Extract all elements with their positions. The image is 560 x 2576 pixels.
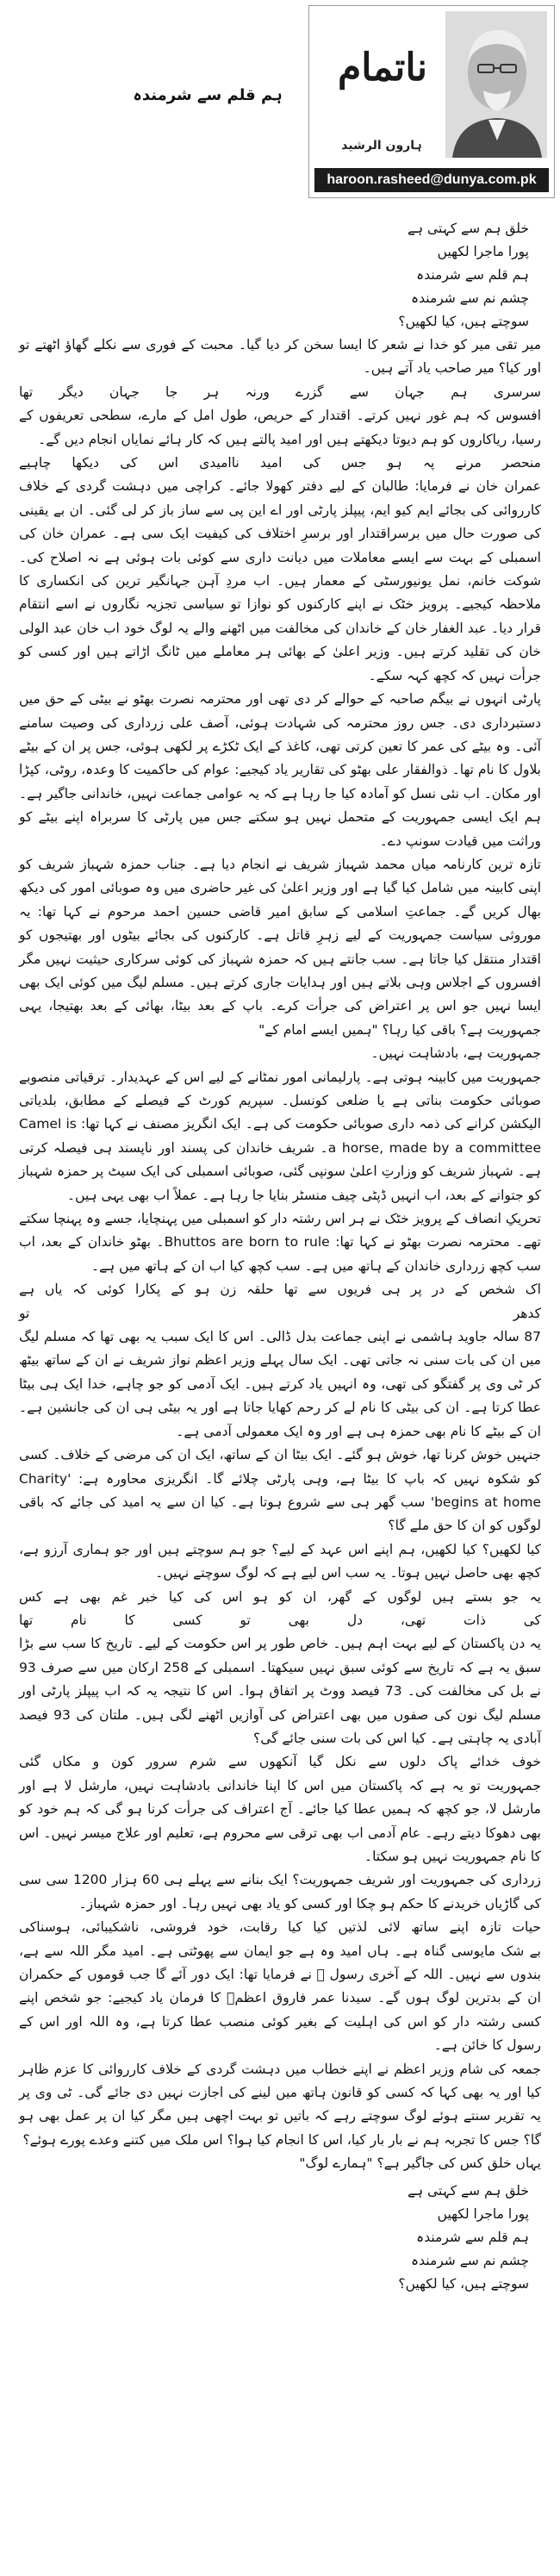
paragraph: تحریکِ انصاف کے پرویز خٹک نے ہر اس رشتہ دار کو اسمبلی میں پہنچایا، جسے وہ پہنچا سکتے تھے۔ محترمہ نصرت بھٹو نے کہا تھا: Bhuttos are born to rule۔ بھٹو خاندان کے بعد، اب سب کچھ زرداری خاندان کے ہاتھ میں ہے۔ سب کچھ کیا اب ان کے ہاتھ میں ہے۔ (19, 1211, 541, 1274)
paragraph: تازہ ترین کارنامہ میاں محمد شہباز شریف نے انجام دیا ہے۔ جناب حمزہ شہباز شریف کو اپنی کابینہ میں شامل کیا گیا ہے اور وزیر اعلیٰ کی غیر حاضری میں وہ صوبائی امور کی دیکھ بھال کریں گے۔ جماعتِ اسلامی کے سابق امیر قاضی حسین احمد مرحوم نے کہا تھا: یہ موروثی سیاست جمہوریت کے لیے زہرِ قاتل ہے۔ کارکنوں کی بجائے بیٹوں اور بھتیجوں کو اقتدار منتقل کیا جاتا ہے۔ سب جانتے ہیں کہ حمزہ شہباز کی کوئی سرکاری حیثیت نہیں مگر افسروں کے اجلاس وہی بلاتے ہیں اور ہدایات جاری کرتے ہیں۔ مسلم لیگ میں کوئی ایک بھی ایسا نہیں جو اس پر اعتراض کی جرأت کرے۔ باپ کے بعد بیٹا، بھائی کے بعد بھتیجا، یہی جمہوریت ہے؟ باقی کیا رہا؟ "ہمیں ایسے امام کے" (19, 856, 541, 1038)
masthead (308, 5, 555, 198)
paragraph: جمہوریت ہے، بادشاہت نہیں۔ (370, 1045, 541, 1062)
column-name: ناتمام (338, 46, 427, 90)
closing-verse (19, 2180, 541, 2296)
couplet: اک شخص کے در پر ہی فریوں سے تھا حلقہ زن ہو کے پکارا کوئی کہ یاں ہے کدھر تو (19, 1282, 541, 1321)
author-name: ہارون الرشید (341, 139, 422, 153)
paragraph: افسوس کہ ہم غور نہیں کرتے۔ اقتدار کے حریص، طول امل کے مارے، سطحی تعریفوں کے رسیا، ریاکاروں کو ہم دیوتا دیکھتے ہیں اور امید پالتے ہیں کہ کار ہائے نمایاں انجام دیں گے۔ (19, 408, 541, 447)
paragraph: یہ دن پاکستان کے لیے بہت اہم ہیں۔ خاص طور پر اس حکومت کے لیے۔ تاریخ کا سب سے بڑا سبق یہ ہے کہ تاریخ سے کوئی سبق نہیں سیکھتا۔ اسمبلی کے 258 ارکان میں سے صرف 93 نے بل کی مخالفت کی۔ 73 فیصد ووٹ پر اتفاق ہوا۔ اس کا نتیجہ یہ کہ اب پیپلز پارٹی اور مسلم لیگ نون کی صفوں میں بھی اعتراض کی آوازیں اٹھنے لگی ہیں۔ ملتان کی 93 فیصد آبادی یہ چاہتی ہے۔ کیا اس کی بات سنی جائے گی؟ (19, 1636, 542, 1746)
paragraph: یہاں خلق کس کی جاگیر ہے؟ "ہمارے لوگ" (299, 2155, 541, 2172)
opening-verse (19, 217, 541, 334)
column-title: ہم قلم سے شرمندہ (133, 86, 283, 104)
article-body (19, 217, 541, 2296)
verse-line: پورا ماجرا لکھیں (437, 244, 529, 259)
paragraph: زرداری کی جمہوریت اور شریف جمہوریت؟ ایک بنانے سے پہلے ہی 60 ہزار 1200 سی سی کی گاڑیاں خریدنے کا حکم ہو چکا اور کسی کو یاد بھی نہیں رہا۔ اور حمزہ شہباز۔ (19, 1872, 542, 1912)
verse-line: چشم نم سے شرمندہ (411, 290, 529, 306)
paragraph: بے شک مایوسی گناہ ہے۔ ہاں امید وہ ہے جو ایمان سے پھوٹتی ہے۔ امید مگر اللہ سے ہے، بندوں سے نہیں۔ اللہ کے آخری رسول ﷺ نے فرمایا تھا: ایک دور آئے گا جب قوموں کے حکمران ان کے بدترین لوگ ہوں گے۔ سیدنا عمر فاروق اعظمؓ کا فرمان یاد کیجیے: جو شخص اپنے کسی رشتہ دار کو اس کی اہلیت کے بغیر کوئی منصب عطا کرتا ہے، وہ اللہ اور اس کے رسول کا خائن ہے۔ (19, 1943, 541, 2054)
author-email[interactable]: haroon.rasheed@dunya.com.pk (314, 168, 549, 192)
paragraph: جمہوریت میں کابینہ ہوتی ہے۔ پارلیمانی امور نمٹانے کے لیے اس کے عہدیدار۔ ترقیاتی منصوبے صوبائی حکومت بناتی ہے یا ضلعی کونسل۔ سپریم کورٹ کے فیصلے کے مطابق، بلدیاتی الیکشن کرانے کی ذمہ داری صوبائی حکومت کی ہے۔ ایک انگریز مصنف نے کہا تھا: Camel is a horse, made by a committee۔ شریف خاندان کی پسند اور ناپسند ہی فیصلہ کرتی ہے۔ شہباز شریف کو وزارتِ اعلیٰ سونپی گئی، صوبائی اسمبلی کی ایک سیٹ پر حمزہ شہباز کو جتوانے کے بعد، اب انہیں ڈپٹی چیف منسٹر بنایا جا رہا ہے۔ عملاً اب بھی یہی ہیں۔ (19, 1069, 541, 1203)
verse-line: خلق ہم سے کہتی ہے (407, 2182, 529, 2199)
verse-line: سوچتے ہیں، کیا لکھیں؟ (398, 2275, 529, 2292)
verse-line: ہم قلم سے شرمندہ (416, 267, 529, 283)
paragraph: پارٹی انہوں نے بیگم صاحبہ کے حوالے کر دی تھی اور محترمہ نصرت بھٹو نے بیٹی کے حق میں دستبرداری دی۔ جس روز محترمہ کی شہادت ہوئی، آصف علی زرداری کی وصیت سامنے آئی۔ وہ بیٹے کی عمر کا تعین کرتی تھی، کاغذ کے ایک ٹکڑے پر لکھی ہوئی، جس پر ان کے بیٹے بلاول کا نام تھا۔ ذوالفقار علی بھٹو کی تقاریر یاد کیجیے: عوام کی حاکمیت کا وعدہ، روٹی، کپڑا اور مکان۔ اب نئی نسل کو آمادہ کیا جا رہا ہے کہ یہ عوامی جماعت نہیں، خاندانی جاگیر ہے۔ ہم ایک ایسی جمہوریت کے متحمل نہیں ہو سکتے جس میں پارٹی کا سربراہ اپنے بیٹے کو وراثت میں قیادت سونپ دے۔ (19, 691, 541, 849)
verse-line: ہم قلم سے شرمندہ (416, 2229, 529, 2245)
couplet: حیات تازہ اپنے ساتھ لائی لذتیں کیا کیا رقابت، خود فروشی، ناشکیبائی، ہوسناکی (19, 1919, 541, 1936)
verse-line: خلق ہم سے کہتی ہے (407, 221, 529, 236)
paragraph: 87 سالہ جاوید ہاشمی نے اپنی جماعت بدل ڈالی۔ اس کا ایک سبب یہ بھی تھا کہ مسلم لیگ میں ان کی بات سنی نہ جاتی تھی۔ ایک سال پہلے وزیر اعظم نواز شریف نے ان کے ساتھ بیٹھ کر ٹی وی پر گفتگو کی تھی، وہ انہیں یاد کرتے ہیں۔ ایک آدمی کو جو چاہے، خدا ایک ہی بیٹا عطا کرتا ہے۔ ان کی بیٹی کا نام لے کر رحم کھایا جاتا ہے اور یہ بیٹی ہی ان کی جانشین ہے۔ ان کے بیٹے کا نام بھی حمزہ ہی ہے اور وہ ایک معمولی آدمی ہے۔ (19, 1329, 541, 1439)
paragraph: میر تقی میر کو خدا نے شعر کا ایسا سخن کر دیا گیا۔ محبت کے فوری سے نکلے گھاؤ اٹھتے تو اور کیا؟ میر صاحب یاد آتے ہیں۔ (19, 337, 541, 377)
author-portrait-icon (445, 11, 547, 158)
verse-line: سوچتے ہیں، کیا لکھیں؟ (398, 314, 529, 329)
couplet: خوف خدائے پاک دلوں سے نکل گیا آنکھوں سے شرم سرور کون و مکاں گئی (19, 1754, 541, 1770)
paragraph: عمران خان نے فرمایا: طالبان کے لیے دفتر کھولا جائے۔ کراچی میں دہشت گردی کے خلاف کارروائی کی بجائے ایم کیو ایم، پیپلز پارٹی اور اے این پی سے ساز باز کر لی گئی۔ ان بے یقینی کی صورت حال میں برسراقتدار اور برسرِ اختلاف کی کیفیت ایک سی ہے۔ عمران خان کی اسمبلی کے بہت سے ایسے معاملات میں دیانت داری سے کوئی بات ہوئی ہے نہ اصلاح کی۔ شوکت خانم، نمل یونیورسٹی کے معمار ہیں۔ اب مردِ آہن جہانگیر ترین کی انکساری کا ملاحظہ کیجیے۔ پرویز خٹک نے اپنے کارکنوں کو نوازا تو سیاسی تجزیہ نگاروں نے اسے انتقام قرار دیا۔ عبد الغفار خان کے خاندان کی مخالفت میں اٹھنے والے یہ لوگ خود اب خان عبد الولی خان کی تقلید کرتے ہیں۔ وزیر اعلیٰ کے بھائی ہر معاملے میں ٹانگ اڑاتے ہیں اور کسی کو جرأت نہیں کہ کچھ کہہ سکے۔ (19, 478, 541, 683)
paragraph: جمہوریت تو یہ ہے کہ پاکستان میں اس کا اپنا خاندانی بادشاہت نہیں، مارشل لا ہے اور مارشل لا، جو کچھ کہ ہمیں عطا کیا جائے۔ آج اعتراف کی جرأت کرنا ہو گی کہ ہم خود کو بھی دھوکا دیتے رہے۔ عام آدمی اب بھی ترقی سے محروم ہے، تعلیم اور علاج میسر نہیں۔ اس کا نام جمہوریت نہیں ہو سکتا۔ (19, 1777, 541, 1864)
paragraph: جنہیں خوش کرنا تھا، خوش ہو گئے۔ ایک بیٹا ان کے ساتھ، ایک ان کی مرضی کے خلاف۔ کسی کو شکوہ نہیں کہ باپ کا بیٹا ہے، وہی پارٹی چلائے گا۔ انگریزی محاورہ ہے: 'Charity begins at home' سب گھر ہی سے شروع ہوتا ہے۔ کیا ان سے یہ امید کی جائے کہ باقی لوگوں کو ان کا حق ملے گا؟ (19, 1447, 541, 1534)
paragraph: جمعہ کی شام وزیر اعظم نے اپنے خطاب میں دہشت گردی کے خلاف کارروائی کا عزم ظاہر کیا اور یہ بھی کہا کہ کسی کو قانون ہاتھ میں لینے کی اجازت نہیں دی جائے گی۔ ٹی وی پر یہ تقریر سنتے ہوئے لوگ سوچتے رہے کہ باتیں تو بہت اچھی ہیں مگر کیا ان پر عمل بھی ہو گا؟ جس کا تجربہ ہم نے بار بار کیا، اس کا انجام کیا ہوا؟ اس ملک میں کتنے وعدے پورے ہوئے؟ (19, 2061, 541, 2148)
couplet: منحصر مرنے پہ ہو جس کی امید ناامیدی اس کی دیکھا چاہیے (19, 455, 541, 471)
paragraph: کیا لکھیں؟ کیا لکھیں، ہم اپنے اس عہد کے لیے؟ جو ہم سوچتے ہیں اور جو ہماری آرزو ہے، کچھ بھی حاصل نہیں ہوتا۔ یہ سب اس لیے ہے کہ لوگ سوچتے نہیں۔ (19, 1541, 541, 1581)
verse-line: پورا ماجرا لکھیں (437, 2205, 529, 2222)
couplet: یہ جو بستے ہیں لوگوں کے گھر، ان کو ہو اس کی کیا خبر غم بھی ہے کس کی ذات تھی، دل بھی تو کسی کا نام تھا (19, 1588, 541, 1628)
verse-line: چشم نم سے شرمندہ (411, 2252, 529, 2268)
couplet: سرسری ہم جہان سے گزرے ورنہ ہر جا جہان دیگر تھا (19, 384, 541, 400)
